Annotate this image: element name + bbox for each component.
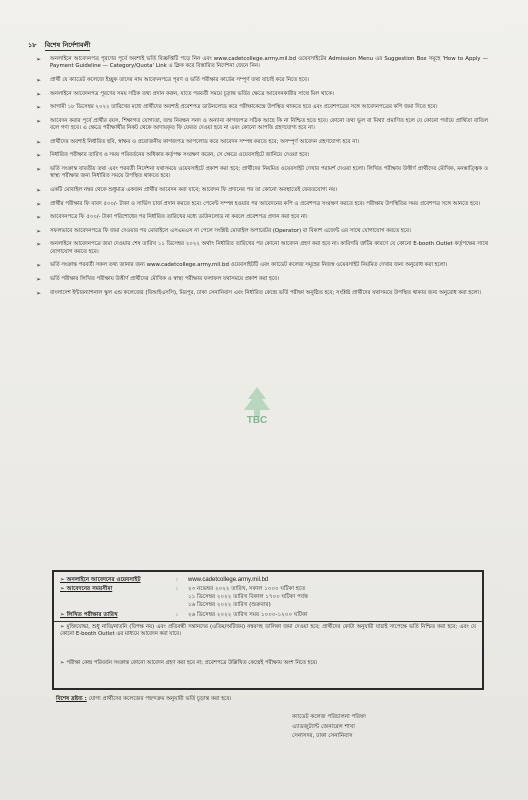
special-note-label: বিশেষ দ্রষ্টব্য : [56, 696, 87, 702]
instruction-list [36, 56, 488, 303]
list-item: ➢ একটি মোবাইল নম্বর থেকে শুধুমাত্র একজন প্রার্থীর আবেদন করা যাবে; আবেদন ফি প্রদানের পর তা কোনো অবস্থাতেই ফেরতযোগ্য নয়। [36, 186, 338, 194]
arrow-bullet-icon: ➢ [36, 117, 42, 125]
arrow-bullet-icon: ➢ [36, 104, 42, 112]
row-key: ➢ আবেদনের সময়সীমা [60, 586, 113, 592]
arrow-bullet-icon: ➢ [36, 56, 42, 63]
list-item: ➢ ভর্তি পরীক্ষার লিখিত পরীক্ষায় উত্তীর্ণ প্রার্থীদের মৌখিক ও স্বাস্থ্য পরীক্ষার ফলাফল যথাসময়ে প্রকাশ করা হবে। [36, 275, 279, 283]
arrow-bullet-icon: ➢ [36, 186, 42, 194]
list-item: ➢ প্রার্থীর পরীক্ষার ফি বাবদ ৫০০/- টাকা ও সার্ভিস চার্জ প্রদান করতে হবে। পেমেন্ট সম্পন্ন হওয়ার পর আবেদনের কপি ও প্রবেশপত্র সংরক্ষণ করতে হবে। পরীক্ষায় উপস্থিতির সময় প্রবেশপত্র সঙ্গে আনতে হবে। [36, 200, 480, 208]
arrow-bullet-icon: ➢ [36, 152, 42, 160]
list-item: ➢ ভর্তি সংক্রান্ত যাবতীয় তথ্য এবং পরবর্তী নির্দেশনা যথাসময়ে ওয়েবসাইটে প্রকাশ করা হবে; প্রার্থীদের নিয়মিত ওয়েবসাইট দেখার পরামর্শ দেওয়া হলো। লিখিত পরীক্ষায় উত্তীর্ণ প্রার্থীদের মৌখিক, মনস্তাত্ত্বিক ও স্বাস্থ্য পরীক্ষার জন্য নির্ধারিত সময়ে উপস্থিত থাকতে হবে। [36, 165, 488, 180]
arrow-bullet-icon: ➢ [36, 241, 42, 249]
page-header [28, 40, 488, 51]
box-note: ➢ পরীক্ষা কেন্দ্র পরিবর্তন সংক্রান্ত কোনো আবেদন গ্রহণ করা হবে না; প্রবেশপত্রে উল্লিখিত কেন্দ্রেই পরীক্ষায় অংশ নিতে হবে। [60, 660, 318, 666]
list-item: ➢ প্রার্থীদের অবশ্যই নির্ধারিত ছবি, স্বাক্ষর ও প্রয়োজনীয় কাগজপত্র আপলোড করে আবেদন সম্পন্ন করতে হবে; অসম্পূর্ণ আবেদন গ্রহণযোগ্য হবে না। [36, 138, 359, 146]
list-item: ➢ আবেদনপত্রে ফি ৫০০/- টাকা পরিশোধের পর নির্ধারিত তারিখের মধ্যে ডাউনলোড না করলে প্রবেশপত্র প্রদান করা হবে না। [36, 214, 308, 222]
row-value-website: www.cadetcollege.army.mil.bd [188, 577, 269, 583]
list-item: ➢ বাংলাদেশ ইন্টারন্যাশনাল স্কুল এন্ড কলেজের (বিআইএসসি), মিরপুর, ঢাকা সেনানিবাস এবং নির্ধারিত কেন্দ্রে ভর্তি পরীক্ষা অনুষ্ঠিত হবে; সংশ্লিষ্ট প্রার্থীদের যথাসময়ে উপস্থিত থাকার জন্য অনুরোধ করা হলো। [36, 289, 481, 297]
summary-box [52, 570, 484, 690]
list-item: ➢ আগামী ১৮ ডিসেম্বর ২০২২ তারিখের মধ্যে প্রার্থীদের অবশ্যই প্রবেশপত্র ডাউনলোড করে পরীক্ষাকেন্দ্রে উপস্থিত থাকতে হবে এবং প্রবেশপত্রের সঙ্গে আবেদনপত্রের কপি জমা দিতে হবে। [36, 104, 438, 112]
watermark-text: TBC [246, 415, 268, 424]
arrow-bullet-icon: ➢ [36, 90, 42, 98]
row-colon: : [176, 612, 178, 618]
list-item: ➢ প্রার্থী যে ক্যাডেট কলেজে ইচ্ছুক তাদের নাম আবেদনপত্রে পূরণ ও ভর্তি পরীক্ষার কার্ডের সম্পূর্ণ তথ্য যাচাই করে নিতে হবে। [36, 77, 309, 84]
row-colon: : [176, 586, 178, 592]
special-note-text: যোগ্য প্রার্থীদের কলেজের পছন্দক্রম অনুযায়ী ভর্তি চূড়ান্ত করা হবে। [86, 696, 232, 702]
tbc-logo-watermark [234, 384, 280, 424]
arrow-bullet-icon: ➢ [60, 660, 65, 666]
arrow-bullet-icon: ➢ [36, 275, 42, 283]
list-item: ➢ সফলভাবে আবেদনপত্রে ফি জমা দেওয়ার পর মোবাইলে এসএমএস না পেলে সংশ্লিষ্ট মোবাইল অপারেটর (Operator) বা বিকাশ এজেন্ট এর সাথে যোগাযোগ করতে হবে। [36, 227, 411, 235]
list-item: ➢ আবেদন করার পূর্বে প্রার্থীর বয়স, শিক্ষাগত যোগ্যতা, জন্ম নিবন্ধন সনদ ও অন্যান্য কাগজপত্র সঠিক আছে কি না নিশ্চিত হতে হবে। কোনো তথ্য ভুল বা মিথ্যা প্রমাণিত হলে যে কোনো পর্যায়ে প্রার্থিতা বাতিল বলে গণ্য হবে। এ ক্ষেত্রে পরীক্ষার্থীর নিকট থেকে আদায়কৃত ফি ফেরত দেওয়া হবে না এবং কোনো আপত্তি গ্রহণযোগ্য হবে না। [36, 117, 488, 132]
section-title: বিশেষ নির্দেশাবলী [44, 41, 91, 49]
signature-block [292, 713, 472, 742]
list-item: ➢ অনলাইনে আবেদনপত্র পূরণের সময় সঠিক তথ্য প্রদান করুন, যাতে পরবর্তী সময়ে চূড়ান্ত ভর্তির ক্ষেত্রে আবেদনকারীর সাথে মিল থাকে। [36, 90, 334, 98]
row-key: ➢ লিখিত পরীক্ষার তারিখ [60, 612, 118, 618]
box-divider [54, 621, 482, 622]
arrow-bullet-icon: ➢ [36, 214, 42, 222]
list-item: ➢ অনলাইনে আবেদনপত্রে জমা দেওয়ার শেষ তারিখ ১১ ডিসেম্বর ২০২২ অর্থাৎ নির্ধারিত তারিখের পর কোনো আবেদন গ্রহণ করা হবে না। কারিগরি ত্রুটির কারণে যে কোনো E-booth Outlet কর্তৃপক্ষের সাথে যোগাযোগ করতে হবে। [36, 241, 488, 255]
row-value: ১৬ ডিসেম্বর ২০২২ তারিখ (শুক্রবার) [188, 602, 271, 608]
arrow-bullet-icon: ➢ [36, 289, 42, 297]
row-value: ১১ ডিসেম্বর ২০২২ তারিখ বিকাল ১৭০০ ঘটিকা পর্যন্ত [188, 594, 308, 600]
signature-line: এ্যাডজুট্যান্ট জেনারেল শাখা [292, 723, 355, 730]
arrow-bullet-icon: ➢ [36, 165, 42, 173]
arrow-bullet-icon: ➢ [36, 200, 42, 208]
signature-line: ক্যাডেট কলেজ পরিচালনা পরিষদ [292, 714, 366, 720]
arrow-bullet-icon: ➢ [60, 624, 65, 630]
signature-line: সেনাসদর, ঢাকা সেনানিবাস [292, 733, 353, 739]
special-note [56, 696, 486, 703]
box-note: ➢ মুক্তিযোদ্ধা, শুধু নাতি/নাতনি (বিপক্ষ নয়) এবং প্রতিবন্ধী সন্তানদের (এতিম/অটিজম) নম্বরসহ তালিকা জমা দেওয়া হবে; প্রার্থীদের কোটা অনুযায়ী যাচাই সাপেক্ষে ভর্তি নিশ্চিত করা হবে; এবং যে কোনো E-booth Outlet এর মাধ্যমে আবেদন করা যাবে। [60, 624, 476, 638]
row-value: ২৩ নভেম্বর ২০২২ তারিখ, সকাল ১০০০ ঘটিকা হতে [188, 586, 306, 592]
arrow-bullet-icon: ➢ [36, 138, 42, 146]
arrow-bullet-icon: ➢ [36, 77, 42, 84]
row-key: ➢ অনলাইনে আবেদনের ওয়েবসাইট [60, 577, 141, 583]
row-value: ২৬ ডিসেম্বর ২০২২ তারিখ সময় ১০০০-১২০০ ঘটিকা [188, 612, 308, 618]
arrow-bullet-icon: ➢ [36, 227, 42, 235]
list-item: ➢ ভর্তি সংক্রান্ত পরবর্তী সকল তথ্য জানার জন্য www.cadetcollege.army.mil.bd ওয়েবসাইটটি এবং ক্যাডেট কলেজ সমূহের নিজস্ব ওয়েবসাইট নিয়মিত দেখার জন্য অনুরোধ করা হলো। [36, 262, 448, 270]
list-item: ➢ নির্ধারিত পরীক্ষার তারিখ ও সময় পরিবর্তনের অধিকার কর্তৃপক্ষ সংরক্ষণ করেন, সে ক্ষেত্রে ওয়েবসাইটে জানিয়ে দেওয়া হবে। [36, 152, 310, 160]
page-number: ১৮ [28, 41, 37, 49]
row-colon: : [176, 577, 178, 583]
list-item: ➢ অনলাইনে আবেদনপত্র পূরণের পূর্বে অবশ্যই ভর্তি বিজ্ঞপ্তিটি পড়ে নিন এবং www.cadetcollege.army.mil.bd ওয়েবসাইটের Admission Menu এর Suggestion Box সমূহে 'How to Apply — Payment Guideline — Category/Quota' Link এ ক্লিক করে বিস্তারিত নির্দেশনা জেনে নিন। [36, 56, 488, 70]
arrow-bullet-icon: ➢ [36, 262, 42, 270]
